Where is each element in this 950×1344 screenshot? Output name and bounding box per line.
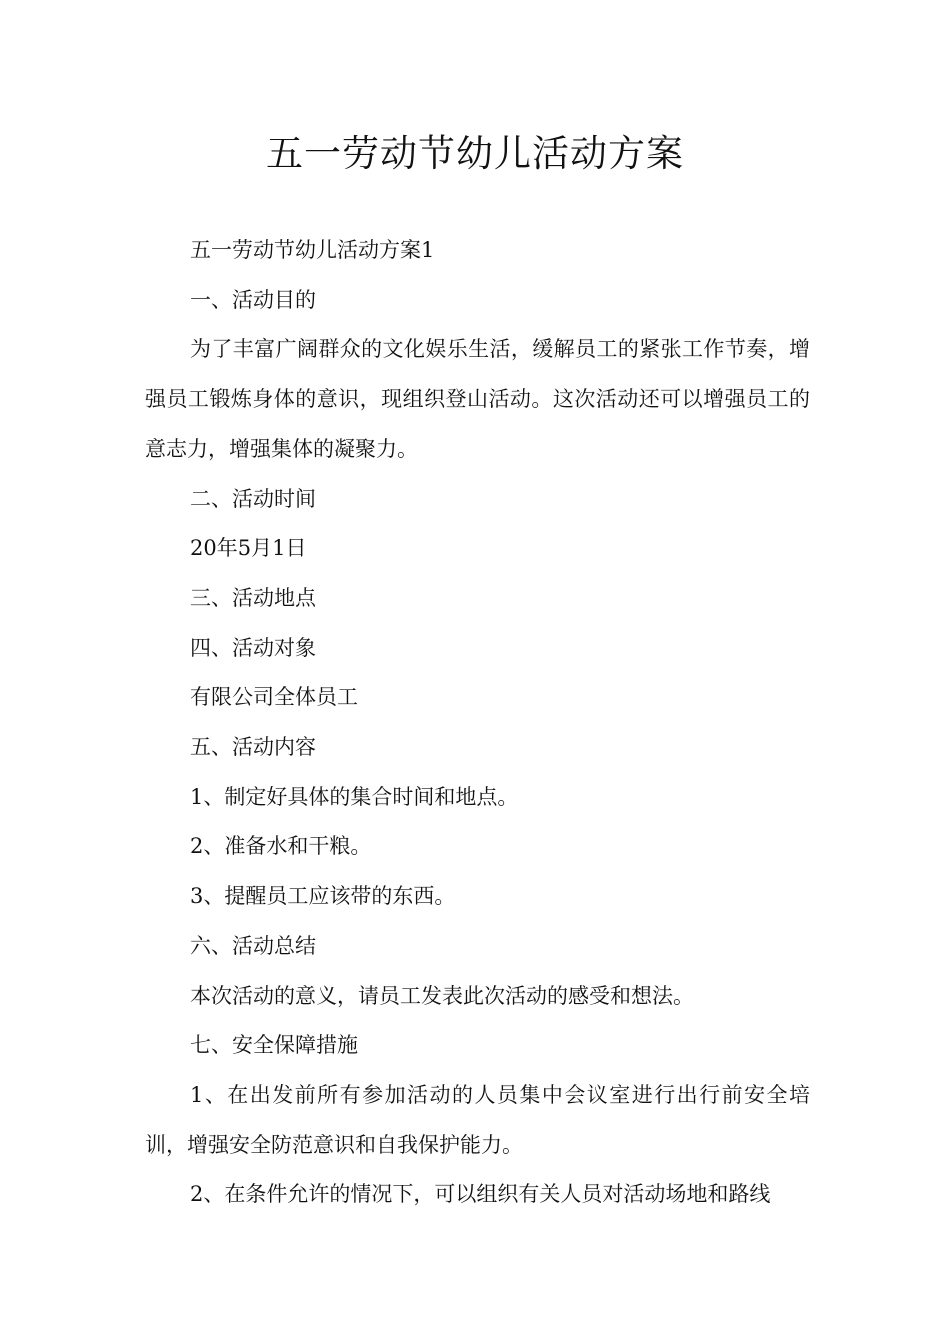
list-item: 1、在出发前所有参加活动的人员集中会议室进行出行前安全培训，增强安全防范意识和自我保护能力。 (145, 1082, 810, 1157)
section-heading: 四、活动对象 (190, 635, 316, 660)
section-heading: 七、安全保障措施 (190, 1033, 358, 1058)
list-item: 1、制定好具体的集合时间和地点。 (190, 784, 519, 809)
section-heading: 六、活动总结 (190, 933, 316, 958)
paragraph: 20年5月1日 (190, 536, 307, 561)
list-item: 2、在条件允许的情况下，可以组织有关人员对活动场地和路线 (190, 1182, 771, 1207)
paragraph: 有限公司全体员工 (190, 685, 358, 710)
section-heading: 三、活动地点 (190, 585, 316, 610)
section-heading: 二、活动时间 (190, 486, 316, 511)
paragraph: 本次活动的意义，请员工发表此次活动的感受和想法。 (190, 983, 694, 1008)
list-item: 3、提醒员工应该带的东西。 (190, 884, 456, 909)
section-heading: 五、活动内容 (190, 735, 316, 760)
list-item: 2、准备水和干粮。 (190, 834, 372, 859)
document-title: 五一劳动节幼儿活动方案 (266, 132, 684, 175)
document-body (145, 226, 810, 1220)
paragraph: 为了丰富广阔群众的文化娱乐生活，缓解员工的紧张工作节奏，增强员工锻炼身体的意识，现组织登山活动。这次活动还可以增强员工的意志力，增强集体的凝聚力。 (145, 337, 810, 461)
paragraph: 五一劳动节幼儿活动方案1 (190, 238, 435, 262)
section-heading: 一、活动目的 (190, 287, 316, 312)
